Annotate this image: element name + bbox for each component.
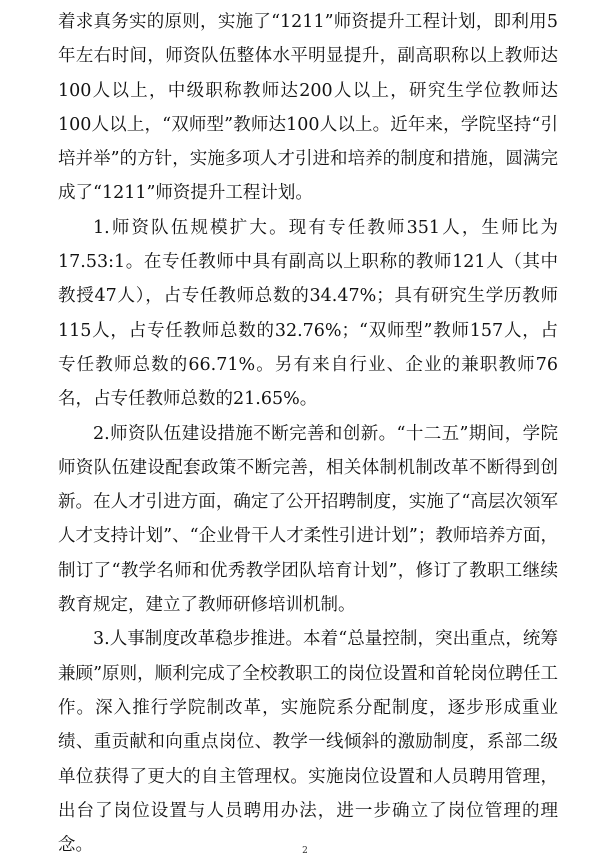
paragraph-personnel-reform: 3.人事制度改革稳步推进。本着“总量控制，突出重点，统筹兼顾”原则，顺利完成了全校教职工的岗位设置和首轮岗位聘任工作。深入推行学院制改革，实施院系分配制度，逐步形成重业绩、重贡献和向重点岗位、教学一线倾斜的激励制度，系部二级单位获得了更大的自主管理权。实施岗位设置和人员聘用管理，出台了岗位设置与人员聘用办法，进一步确立了岗位管理的理念。 (58, 629, 558, 856)
paragraph-teacher-scale: 1.师资队伍规模扩大。现有专任教师351人，生师比为17.53:1。在专任教师中具有副高以上职称的教师121人（其中教授47人），占专任教师总数的34.47%；具有研究生学历教师115人，占专任教师总数的32.76%；“双师型”教师157人，占专任教师总数的66.71%。另有来自行业、企业的兼职教师76名，占专任教师总数的21.65%。 (58, 217, 558, 410)
document-body (58, 5, 558, 862)
paragraph-teacher-measures: 2.师资队伍建设措施不断完善和创新。“十二五”期间，学院师资队伍建设配套政策不断完善，相关体制机制改革不断得到创新。在人才引进方面，确定了公开招聘制度，实施了“高层次领军人才支持计划”、“企业骨干人才柔性引进计划”；教师培养方面，制订了“教学名师和优秀教学团队培育计划”，修订了教职工继续教育规定，建立了教师研修培训机制。 (58, 423, 558, 616)
paragraph-continuation: 着求真务实的原则，实施了“1211”师资提升工程计划，即利用5年左右时间，师资队伍整体水平明显提升，副高职称以上教师达100人以上，中级职称教师达200人以上，研究生学位教师达100人以上，“双师型”教师达100人以上。近年来，学院坚持“引培并举”的方针，实施多项人才引进和培养的制度和措施，圆满完成了“1211”师资提升工程计划。 (58, 12, 558, 204)
page-number: 2 (302, 846, 308, 856)
